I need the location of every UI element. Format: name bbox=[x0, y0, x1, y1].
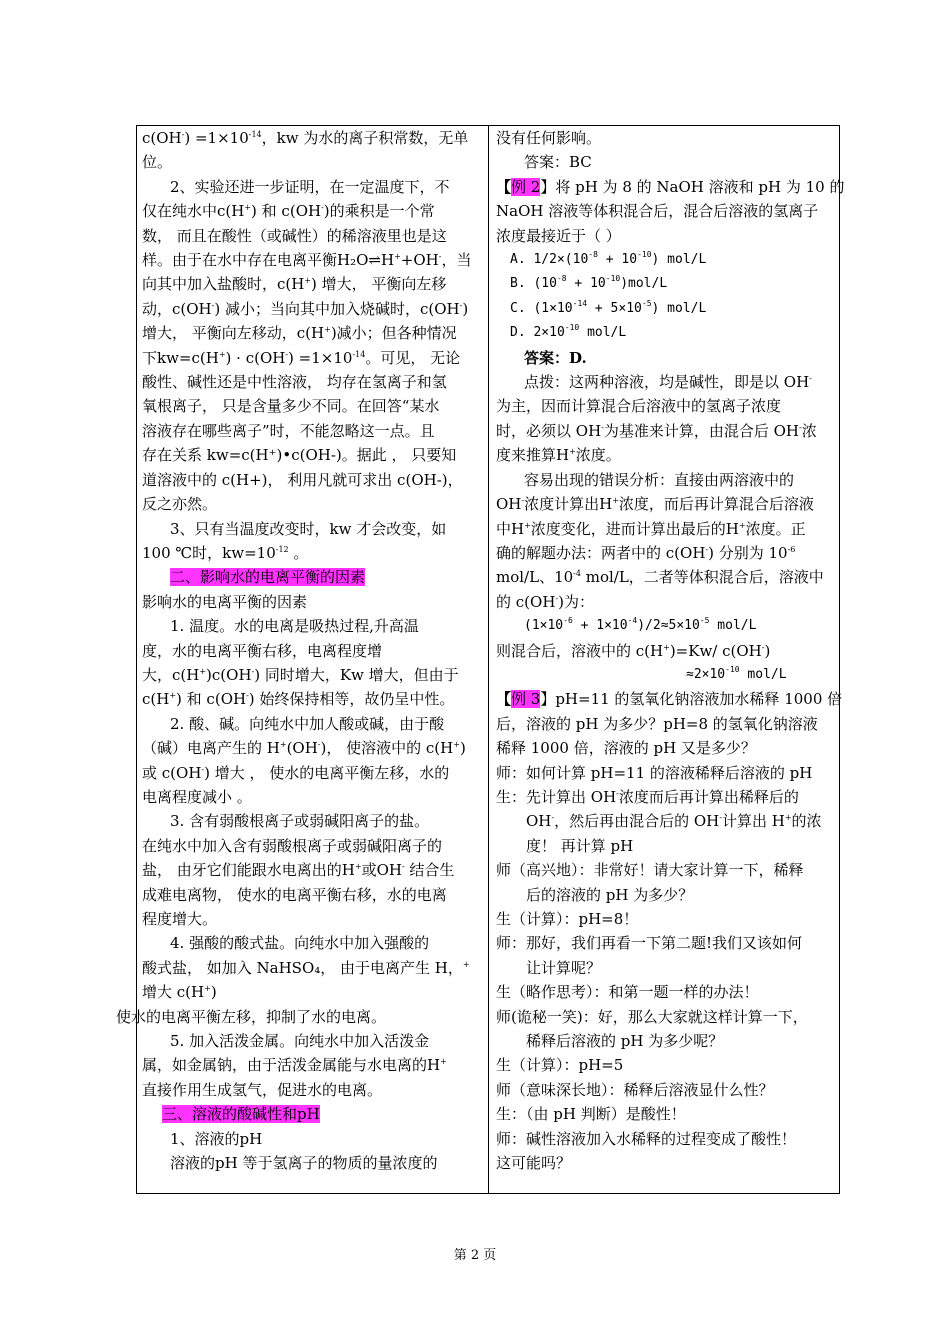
dialogue-line: 生：先计算出 OH-浓度而后再计算出稀释后的 bbox=[496, 787, 799, 806]
text-line: 电离程度减小 。 bbox=[142, 787, 252, 806]
text-line: 道溶液中的 c(H+)， 利用凡就可求出 c(OH-)， bbox=[142, 470, 463, 489]
text-line: 答案：BC bbox=[524, 153, 592, 172]
text-line: 大，c(H+)c(OH-) 同时增大，Kw 增大，但由于 bbox=[142, 665, 459, 684]
dialogue-line: 稀释后溶液的 pH 为多少呢？ bbox=[526, 1032, 724, 1051]
text-line: 则混合后，溶液中的 c(H+)=Kw/ c(OH-) bbox=[496, 641, 771, 660]
text-line: 动，c(OH-) 减小；当向其中加入烧碱时，c(OH-) bbox=[142, 299, 469, 318]
text-line: 浓度最接近于（ ） bbox=[496, 226, 621, 245]
text-line: 在纯水中加入含有弱酸根离子或弱碱阳离子的 bbox=[142, 836, 443, 855]
text-line: 增大， 平衡向左移动，c(H+)减小；但各种情况 bbox=[142, 324, 457, 343]
text-line: 3、只有当温度改变时，kw 才会改变，如 bbox=[170, 519, 447, 538]
formula-line: $(1\times 10^{-6} + 1\times 10^{-4})/2\approx 5\times 10^{-5}$ mol/L bbox=[524, 616, 757, 634]
section-heading: 二、影响水的电离平衡的因素 bbox=[170, 568, 366, 587]
text-line: 2、实验还进一步证明，在一定温度下，不 bbox=[170, 177, 450, 196]
text-line: 时，必须以 OH-为基准来计算，由混合后 OH-浓 bbox=[496, 421, 817, 440]
text-line: 为主，因而计算混合后溶液中的氢离子浓度 bbox=[496, 397, 782, 416]
text-line: mol/L、$10^{-4}$ mol/L，二者等体积混合后，溶液中 bbox=[496, 568, 824, 587]
text-line: 没有任何影响。 bbox=[496, 129, 602, 147]
text-line: 下$kw=c(H^+) \cdot c(OH^-) =1\times 10^{-14}$。可见， 无论 bbox=[142, 348, 461, 367]
text-line: c(H+) 和 c(OH-) 始终保持相等，故仍呈中性。 bbox=[142, 690, 455, 709]
dialogue-line: 这可能吗？ bbox=[496, 1154, 572, 1173]
dialogue-line: 生（计算）：pH=8！ bbox=[496, 910, 639, 928]
text-line: OH-浓度计算出H+浓度，而后再计算混合后溶液 bbox=[496, 495, 814, 514]
text-line: 氧根离子， 只是含量多少不同。在回答“某水 bbox=[142, 397, 440, 416]
text-line: 酸式盐， 如加入 NaHSO₄， 由于电离产生 H，+ bbox=[142, 958, 470, 977]
text-line: 存在关系 kw=c(H⁺)•c(OH-)。据此 ， 只要知 bbox=[142, 446, 457, 465]
text-line: 容易出现的错误分析：直接由两溶液中的 bbox=[524, 470, 795, 489]
text-line: 4. 强酸的酸式盐。向纯水中加入强酸的 bbox=[170, 934, 430, 953]
text-line: 增大 c(H+) bbox=[142, 983, 217, 1002]
text-line: 度来推算H+浓度。 bbox=[496, 446, 621, 465]
text-line: $c(OH^-) =1\times 10^{-14}$，kw 为水的离子积常数，无单 bbox=[142, 129, 469, 147]
text-line: 程度增大。 bbox=[142, 910, 218, 928]
option-a: A. $1/2\times(10^{-8} + 10^{-10})$ mol/L bbox=[510, 250, 707, 268]
text-line: 后，溶液的 pH 为多少？pH=8 的氢氧化钠溶液 bbox=[496, 714, 818, 733]
dialogue-line: 师：碱性溶液加入水稀释的过程变成了酸性！ bbox=[496, 1129, 797, 1148]
option-c: C. $(1\times 10^{-14} + 5\times 10^{-5})$ mol/L bbox=[510, 298, 707, 316]
page-number: 第 2 页 bbox=[453, 1248, 497, 1263]
text-line: 度，水的电离平衡右移，电离程度增 bbox=[142, 641, 383, 660]
text-line: 5. 加入活泼金属。向纯水中加入活泼金 bbox=[170, 1032, 430, 1051]
dialogue-line: 师：那好，我们再看一下第二题!我们又该如何 bbox=[496, 934, 803, 953]
text-line: 仅在纯水中c(H+) 和 c(OH-)的乘积是一个常 bbox=[142, 202, 435, 221]
example-heading: 【例 3】pH=11 的氢氧化钠溶液加水稀释 1000 倍 bbox=[496, 690, 843, 709]
text-line: 的 c(OH-)为： bbox=[496, 592, 594, 611]
text-line: 确的解题办法：两者中的 c(OH-) 分别为 $10^{-6}$ bbox=[496, 543, 796, 562]
dialogue-line: 让计算呢？ bbox=[526, 958, 602, 977]
text-line: 影响水的电离平衡的因素 bbox=[142, 592, 308, 611]
formula-line: $\approx 2\times 10^{-10}$ mol/L bbox=[686, 664, 787, 682]
text-line: NaOH 溶液等体积混合后，混合后溶液的氢离子 bbox=[496, 202, 819, 221]
text-line: 100 ℃时，$kw=10^{-12}$ 。 bbox=[142, 543, 309, 562]
text-line: 属，如金属钠，由于活泼金属能与水电离的H+ bbox=[142, 1056, 447, 1075]
dialogue-line: 生（计算）：pH=5 bbox=[496, 1056, 624, 1075]
dialogue-line: OH-，然后再由混合后的 OH-计算出 H+的浓 bbox=[526, 812, 822, 831]
text-line: 样。由于在水中存在电离平衡H₂O⇌H++OH-，当 bbox=[142, 251, 472, 270]
option-d: D. $2\times 10^{-10}$ mol/L bbox=[510, 323, 627, 341]
text-line: 数， 而且在酸性（或碱性）的稀溶液里也是这 bbox=[142, 226, 447, 245]
dialogue-line: 师：如何计算 pH=11 的溶液稀释后溶液的 pH bbox=[496, 763, 813, 782]
equilibrium-arrow-icon: ⇌ bbox=[368, 251, 381, 270]
left-column bbox=[116, 126, 482, 1175]
dialogue-line: 生（略作思考）：和第一题一样的办法！ bbox=[496, 983, 759, 1002]
answer-line: 答案：D. bbox=[524, 348, 587, 367]
text-line: 成难电离物， 使水的电离平衡右移，水的电离 bbox=[142, 885, 447, 904]
dialogue-line: 度！ 再计算 pH bbox=[526, 836, 634, 855]
text-line: 1. 温度。水的电离是吸热过程,升高温 bbox=[170, 617, 419, 636]
text-line: 溶液的pH 等于氢离子的物质的量浓度的 bbox=[170, 1154, 438, 1173]
right-column bbox=[496, 126, 845, 1175]
dialogue-line: 后的溶液的 pH 为多少？ bbox=[526, 885, 694, 904]
text-line: 或 c(OH-) 增大 ， 使水的电离平衡左移，水的 bbox=[142, 763, 450, 782]
dialogue-line: 生：（由 pH 判断）是酸性！ bbox=[496, 1105, 686, 1124]
dialogue-line: 师（高兴地）：非常好！请大家计算一下，稀释 bbox=[496, 861, 804, 880]
text-line: 稀释 1000 倍，溶液的 pH 又是多少？ bbox=[496, 739, 756, 758]
example-heading: 【例 2】将 pH 为 8 的 NaOH 溶液和 pH 为 10 的 bbox=[496, 177, 845, 196]
option-b: B. $(10^{-8} + 10^{-10})mol/L$ bbox=[510, 274, 668, 292]
text-line: 中H+浓度变化，进而计算出最后的H+浓度。正 bbox=[496, 519, 806, 538]
column-divider bbox=[488, 125, 489, 1194]
dialogue-line: 师(诡秘一笑)：好，那么大家就这样计算一下， bbox=[496, 1007, 808, 1026]
text-line: 溶液存在哪些离子”时，不能忽略这一点。且 bbox=[142, 421, 435, 440]
text-line: 盐， 由牙它们能跟水电离出的H+或OH- 结合生 bbox=[142, 861, 455, 880]
text-line: 点拨：这两种溶液，均是碱性，即是以 OH- bbox=[524, 373, 812, 392]
text-line: 向其中加入盐酸时，c(H+) 增大， 平衡向左移 bbox=[142, 275, 447, 294]
text-line: 使水的电离平衡左移，抑制了水的电离。 bbox=[116, 1007, 387, 1026]
text-line: （碱）电离产生的 H+(OH-)， 使溶液中的 c(H+) bbox=[142, 739, 466, 758]
dialogue-line: 师（意味深长地）：稀释后溶液显什么性？ bbox=[496, 1080, 774, 1099]
text-line: 酸性、碱性还是中性溶液， 均存在氢离子和氢 bbox=[142, 373, 447, 392]
text-line: 3. 含有弱酸根离子或弱碱阳离子的盐。 bbox=[170, 812, 430, 831]
text-line: 反之亦然。 bbox=[142, 495, 218, 514]
section-heading: 三、溶液的酸碱性和pH bbox=[162, 1105, 320, 1124]
text-line: 直接作用生成氢气，促进水的电离。 bbox=[142, 1080, 383, 1099]
text-line: 1、溶液的pH bbox=[170, 1129, 263, 1148]
text-line: 位。 bbox=[142, 153, 173, 172]
text-line: 2. 酸、碱。向纯水中加人酸或碱，由于酸 bbox=[170, 714, 445, 733]
